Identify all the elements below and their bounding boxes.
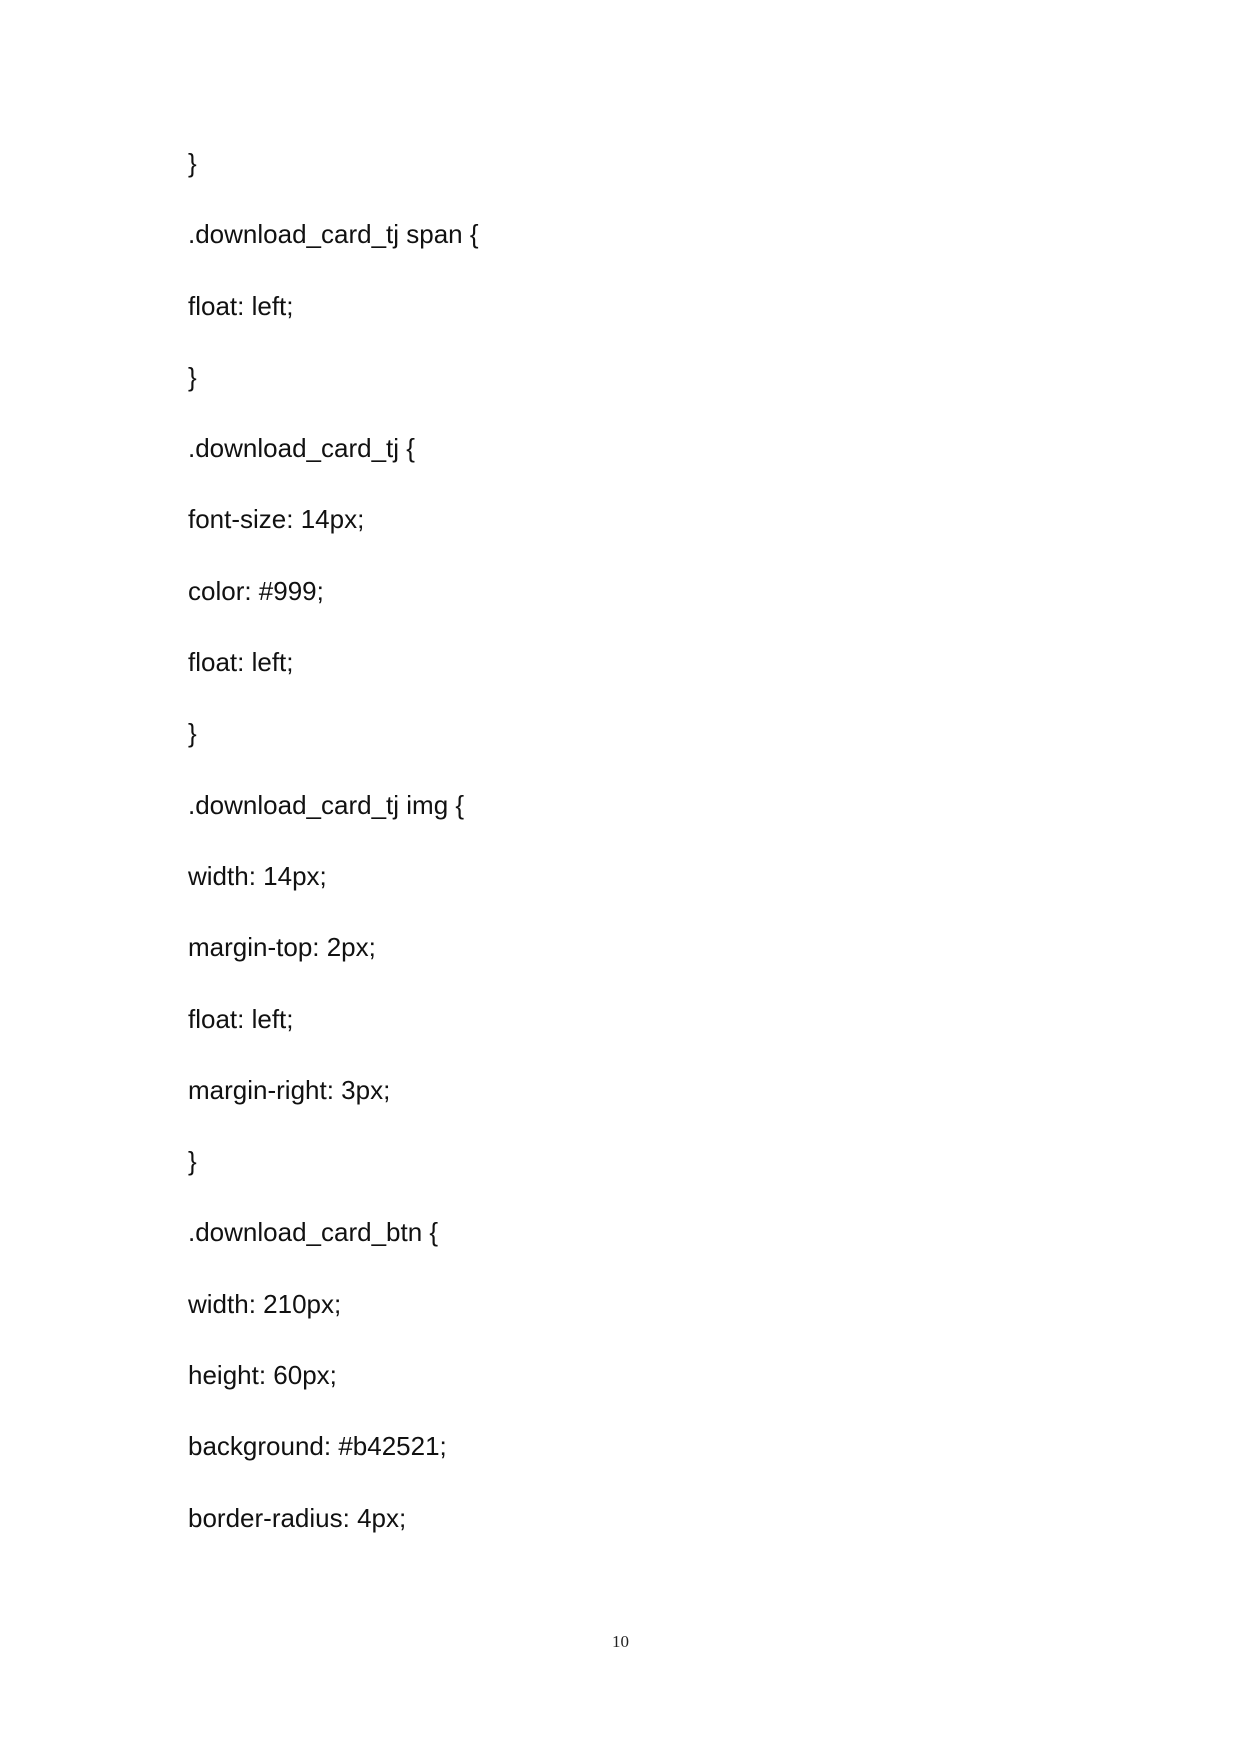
code-line: }: [188, 361, 197, 392]
code-line: .download_card_tj span {: [188, 219, 479, 250]
code-line: }: [188, 1146, 197, 1177]
code-line: margin-right: 3px;: [188, 1074, 391, 1105]
code-line: font-size: 14px;: [188, 504, 365, 535]
code-line: }: [188, 148, 197, 178]
code-line: float: left;: [188, 290, 294, 321]
code-line: width: 14px;: [188, 860, 327, 891]
code-listing: [188, 150, 479, 1576]
code-line: float: left;: [188, 647, 294, 678]
code-line: background: #b42521;: [188, 1431, 447, 1462]
code-line: height: 60px;: [188, 1360, 337, 1391]
code-line: .download_card_tj img {: [188, 789, 465, 820]
code-line: .download_card_btn {: [188, 1217, 439, 1248]
code-line: }: [188, 718, 197, 749]
code-line: margin-top: 2px;: [188, 932, 376, 963]
code-line: color: #999;: [188, 575, 324, 606]
code-line: float: left;: [188, 1003, 294, 1034]
code-line: border-radius: 4px;: [188, 1502, 407, 1533]
code-line: width: 210px;: [188, 1288, 342, 1319]
page-number: 10: [612, 1632, 629, 1651]
code-line: .download_card_tj {: [188, 433, 415, 464]
